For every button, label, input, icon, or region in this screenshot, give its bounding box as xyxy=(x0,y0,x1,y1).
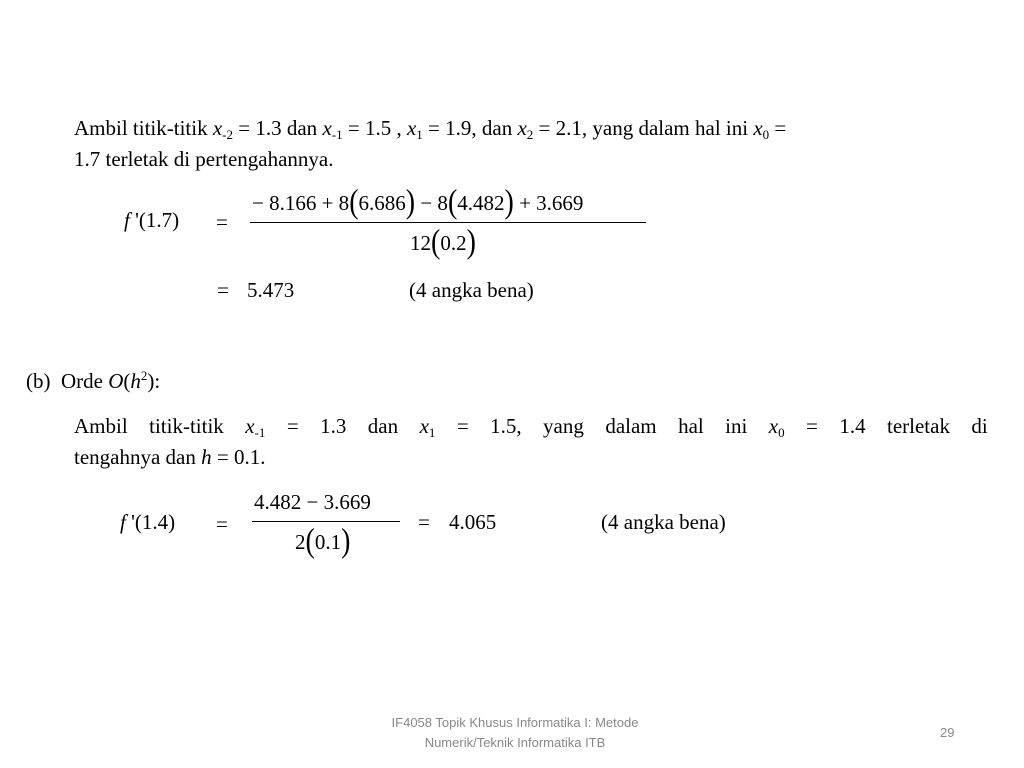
subscript: 2 xyxy=(526,127,534,142)
var-h: h xyxy=(130,369,141,393)
eq1-denominator xyxy=(410,223,476,261)
eq1-num-a: − 8.166 + 8 xyxy=(252,191,350,215)
section-b-heading xyxy=(26,366,160,397)
paren-close: ) xyxy=(504,183,514,221)
subscript: 0 xyxy=(762,127,770,142)
paren-open: ( xyxy=(431,223,441,261)
eq2-lhs xyxy=(120,510,175,535)
text: = 1.9, dan xyxy=(428,116,513,140)
paragraph-1-line-2: 1.7 terletak di pertengahannya. xyxy=(74,147,334,171)
footer-line-1: IF4058 Topik Khusus Informatika I: Metode xyxy=(391,715,639,730)
eq2-result-equals: = xyxy=(418,510,430,534)
subscript: -1 xyxy=(254,425,266,440)
eq2-den-a: 2 xyxy=(295,530,306,554)
word: = xyxy=(806,414,818,438)
word: terletak xyxy=(887,414,950,438)
eq2-result-note: (4 angka bena) xyxy=(601,510,726,534)
eq1-result-equals: = xyxy=(217,278,229,302)
var-x-0 xyxy=(769,411,785,442)
word: hal xyxy=(678,414,704,438)
eq1-numerator xyxy=(252,183,584,221)
eq1-f: f xyxy=(124,208,130,232)
paren: ( xyxy=(123,369,131,393)
var-x: x xyxy=(212,116,223,140)
paragraph-1-line-1 xyxy=(74,113,988,144)
word: = xyxy=(456,414,469,438)
var-x-m1 xyxy=(245,411,265,442)
subscript: 0 xyxy=(778,425,785,440)
eq2-denominator xyxy=(295,522,351,560)
footer-line-2: Numerik/Teknik Informatika ITB xyxy=(424,735,606,750)
paragraph-2-line-1 xyxy=(74,411,988,442)
word: Ambil xyxy=(74,414,128,438)
text: tengahnya dan xyxy=(74,445,196,469)
big-o: O xyxy=(108,369,124,393)
var-x: x xyxy=(517,116,527,140)
eq1-den-b: 0.2 xyxy=(440,231,467,255)
eq1-num-e: + 3.669 xyxy=(519,191,584,215)
eq2-numerator: 4.482 − 3.669 xyxy=(254,490,371,514)
text: = 1.3 dan xyxy=(238,116,318,140)
eq1-equals: = xyxy=(216,210,228,234)
paren-open: ( xyxy=(447,183,458,221)
paren-open: ( xyxy=(349,183,359,221)
section-b-orde: Orde xyxy=(61,369,103,393)
eq1-fraction-bar xyxy=(250,222,646,223)
eq2-result-value: 4.065 xyxy=(449,510,497,534)
eq2-arg: '(1.4) xyxy=(125,510,176,534)
word: = xyxy=(286,414,299,438)
text: = xyxy=(774,116,787,140)
text-ambil-titik: Ambil titik-titik xyxy=(74,116,208,140)
paren-open: ( xyxy=(305,522,315,560)
section-b-label: (b) xyxy=(26,369,51,393)
var-x-1 xyxy=(420,411,436,442)
paragraph-1 xyxy=(74,113,988,175)
var-x: x xyxy=(245,414,255,438)
eq2-fraction-bar xyxy=(252,521,400,522)
paren-colon: ): xyxy=(147,369,161,393)
paren-close: ) xyxy=(405,183,416,221)
var-x: x xyxy=(322,116,332,140)
word: ini xyxy=(725,414,748,438)
word: yang xyxy=(543,414,584,438)
word: 1.3 xyxy=(320,414,347,438)
text: = 2.1, yang dalam hal ini xyxy=(538,116,749,140)
var-x: x xyxy=(406,116,417,140)
paragraph-2-line-2 xyxy=(74,442,988,473)
exponent: 2 xyxy=(140,368,148,383)
eq1-arg: '(1.7) xyxy=(129,208,180,232)
word: 1.5, xyxy=(490,414,522,438)
subscript: -2 xyxy=(222,127,234,142)
var-x: x xyxy=(768,414,779,438)
word: dalam xyxy=(605,414,657,438)
subscript: 1 xyxy=(428,425,436,440)
eq1-num-c: − 8 xyxy=(420,191,448,215)
eq1-num-b: 6.686 xyxy=(358,191,406,215)
eq2-equals: = xyxy=(216,512,228,536)
subscript: -1 xyxy=(331,127,343,142)
paragraph-2 xyxy=(74,411,988,473)
eq1-den-a: 12 xyxy=(410,231,431,255)
text: = 1.5 , xyxy=(347,116,402,140)
text: = 0.1. xyxy=(216,445,266,469)
eq1-lhs xyxy=(124,208,179,233)
var-h: h xyxy=(201,445,212,469)
eq1-result-note: (4 angka bena) xyxy=(409,278,534,302)
paren-close: ) xyxy=(341,522,351,560)
word: titik-titik xyxy=(149,414,224,438)
var-x: x xyxy=(753,116,763,140)
slide-footer xyxy=(330,713,700,753)
var-x: x xyxy=(419,414,429,438)
word: di xyxy=(971,414,988,438)
eq2-f: f xyxy=(120,510,126,534)
word: dan xyxy=(367,414,399,438)
eq1-result-value: 5.473 xyxy=(247,278,295,302)
paren-close: ) xyxy=(466,223,476,261)
eq1-num-d: 4.482 xyxy=(457,191,505,215)
eq2-den-b: 0.1 xyxy=(314,530,342,554)
word: 1.4 xyxy=(839,414,866,438)
subscript: 1 xyxy=(416,127,423,142)
page-number: 29 xyxy=(940,725,955,740)
